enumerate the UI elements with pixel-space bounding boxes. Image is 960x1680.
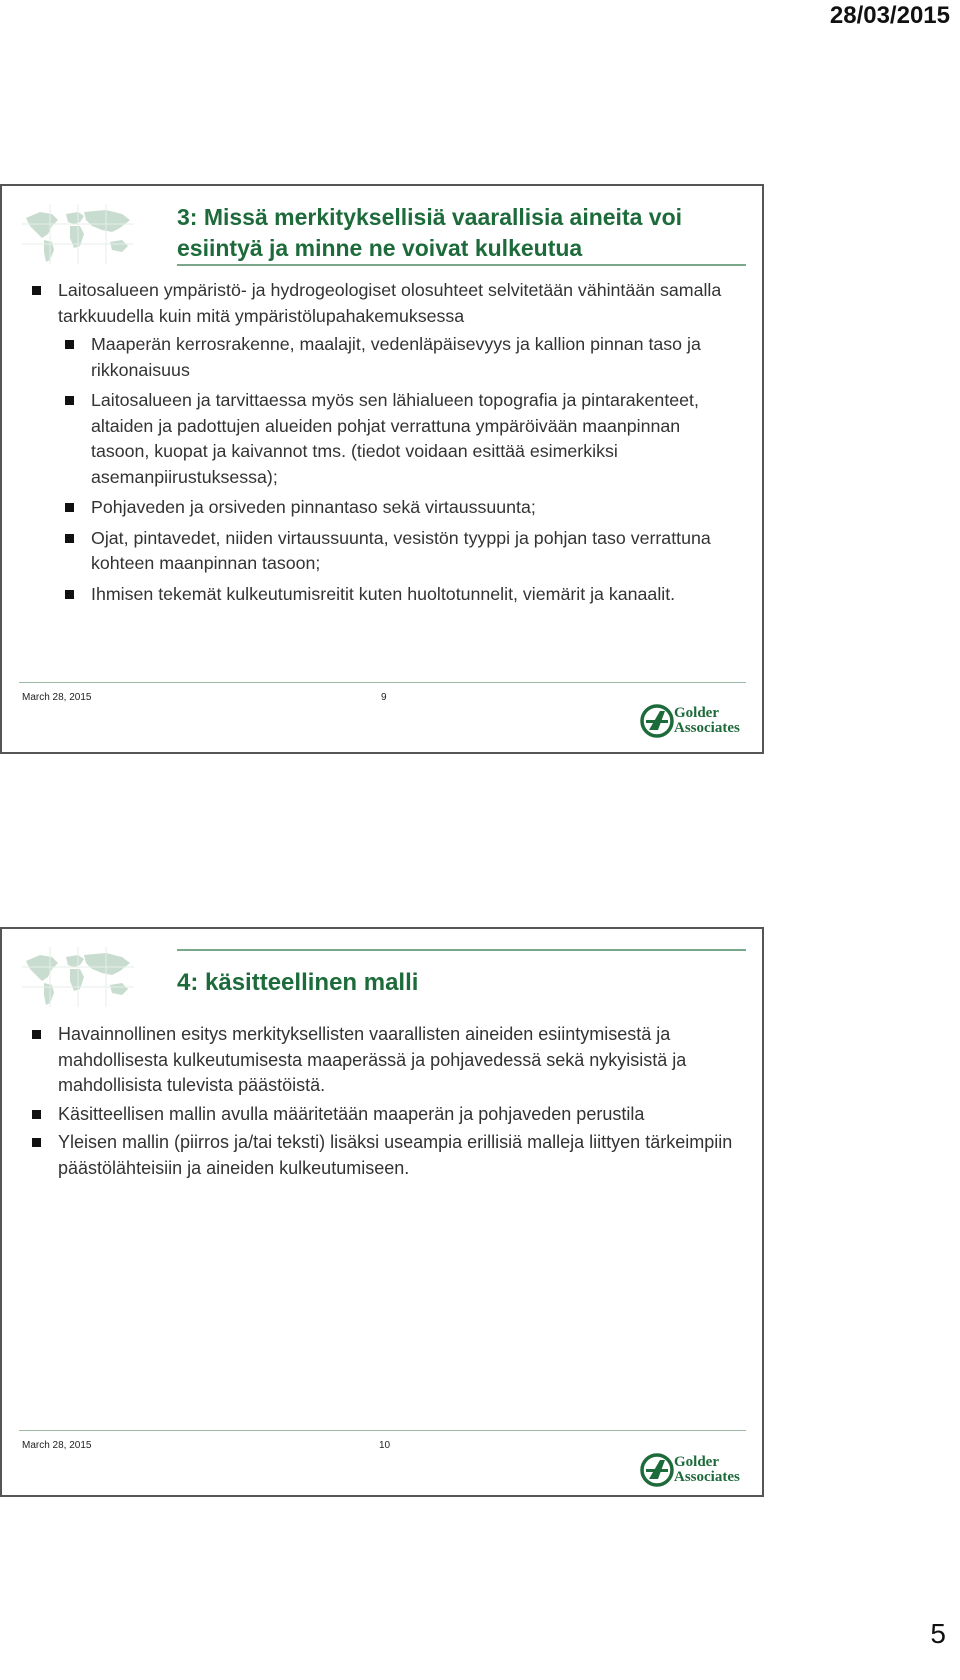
bullet-item [2, 1102, 742, 1128]
bullet-text: Maaperän kerrosrakenne, maalajit, vedenläpäisevyys ja kallion pinnan taso ja rikkonaisuus [91, 334, 701, 380]
bullet-item [2, 332, 742, 383]
logo-text [674, 706, 740, 736]
bullet-list [2, 1022, 742, 1184]
golder-logo-icon [640, 704, 674, 738]
square-bullet-icon [32, 1138, 41, 1147]
slide-number: 10 [379, 1440, 391, 1451]
bullet-list [2, 278, 742, 612]
footer-date: March 28, 2015 [22, 1440, 92, 1451]
bullet-text: Käsitteellisen mallin avulla määritetään maaperän ja pohjaveden perustila [58, 1103, 645, 1124]
square-bullet-icon [65, 590, 74, 599]
footer-date: March 28, 2015 [22, 692, 92, 703]
logo-line-1: Golder [674, 1454, 719, 1470]
square-bullet-icon [32, 286, 41, 295]
bullet-item [2, 278, 742, 329]
square-bullet-icon [65, 534, 74, 543]
title-divider [177, 264, 746, 266]
logo-line-1: Golder [674, 705, 719, 721]
footer-divider [19, 682, 746, 683]
square-bullet-icon [65, 503, 74, 512]
bullet-text: Laitosalueen ympäristö- ja hydrogeologiset olosuhteet selvitetään vähintään samalla tarkkuudella kuin mitä ympäristölupahakemuksessa [58, 280, 722, 326]
slide-title: 3: Missä merkityksellisiä vaarallisia aineita voi esiintyä ja minne ne voivat kulkeutua [177, 204, 683, 261]
golder-logo-icon [640, 1453, 674, 1487]
square-bullet-icon [32, 1030, 41, 1039]
logo-line-2: Associates [674, 720, 740, 736]
slide-title: 4: käsitteellinen malli [177, 969, 419, 996]
bullet-text: Havainnollinen esitys merkityksellisten vaarallisten aineiden esiintymisestä ja mahdollisesta kulkeutumisesta maaperässä ja pohjavedessä sekä nykyisistä ja mahdollisista tulevista päästöistä. [58, 1024, 687, 1095]
bullet-item [2, 526, 742, 577]
golder-logo [640, 704, 746, 742]
slide-10 [0, 927, 764, 1497]
bullet-text: Pohjaveden ja orsiveden pinnantaso sekä virtaussuunta; [91, 497, 536, 517]
logo-text [674, 1455, 740, 1485]
golder-logo [640, 1453, 746, 1491]
bullet-text: Laitosalueen ja tarvittaessa myös sen lähialueen topografia ja pintarakenteet, altaiden ja padottujen alueiden pohjat verrattuna ympäröivään maanpinnan tasoon, kuopat ja kaivannot tms. (tiedot voidaan esittää esimerkiksi asemanpiirustuksessa); [91, 390, 699, 487]
bullet-item [2, 1130, 742, 1181]
footer-divider [19, 1430, 746, 1431]
world-map-icon [22, 947, 134, 1007]
bullet-item [2, 495, 742, 521]
square-bullet-icon [65, 396, 74, 405]
title-divider [177, 949, 746, 951]
bullet-item [2, 582, 742, 608]
square-bullet-icon [65, 340, 74, 349]
bullet-text: Ojat, pintavedet, niiden virtaussuunta, vesistön tyyppi ja pohjan taso verrattuna kohteen maanpinnan tasoon; [91, 527, 711, 573]
bullet-item [2, 1022, 742, 1099]
bullet-text: Ihmisen tekemät kulkeutumisreitit kuten huoltotunnelit, viemärit ja kanaalit. [91, 583, 676, 604]
page-date: 28/03/2015 [829, 2, 950, 29]
page-number: 5 [930, 1618, 946, 1649]
slide-9 [0, 184, 764, 754]
square-bullet-icon [32, 1110, 41, 1119]
bullet-text: Yleisen mallin (piirros ja/tai teksti) lisäksi useampia erillisiä malleja liittyen tärkeimpiin päästölähteisiin ja aineiden kulkeutumiseen. [58, 1132, 733, 1178]
world-map-icon [22, 204, 134, 264]
logo-line-2: Associates [674, 1469, 740, 1485]
slide-number: 9 [381, 692, 387, 703]
bullet-item [2, 388, 742, 490]
